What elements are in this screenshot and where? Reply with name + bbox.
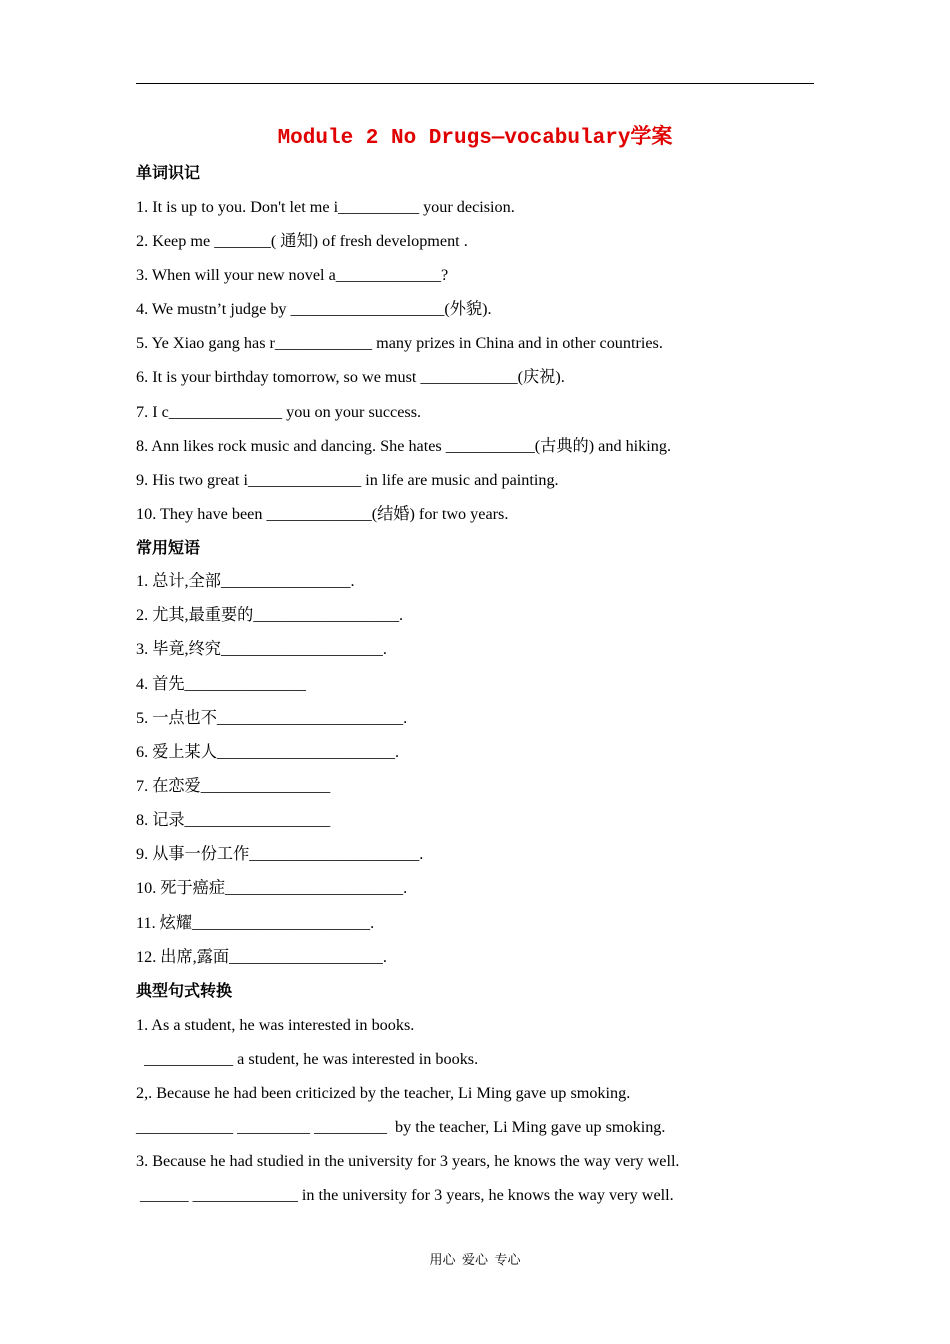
sentence-item: 3. Because he had studied in the university for 3 years, he knows the way very well. xyxy=(136,1152,680,1170)
phrase-item: 4. 首先_______________ xyxy=(136,675,306,693)
sentence-item: ____________ _________ _________ by the teacher, Li Ming gave up smoking. xyxy=(136,1118,666,1136)
sentence-item: ___________ a student, he was interested in books. xyxy=(136,1050,479,1068)
phrase-item: 11. 炫耀______________________. xyxy=(136,914,375,932)
sentence-item: 1. As a student, he was interested in books. xyxy=(136,1016,415,1034)
word-item: 7. I c______________ you on your success. xyxy=(136,403,422,421)
phrase-item: 7. 在恋爱________________ xyxy=(136,777,331,795)
page-footer: 用心 爱心 专心 xyxy=(429,1252,521,1267)
word-item: 8. Ann likes rock music and dancing. She hates ___________(古典的) and hiking. xyxy=(136,437,672,455)
word-item: 3. When will your new novel a_____________? xyxy=(136,266,449,284)
header-rule xyxy=(136,83,814,84)
word-item: 6. It is your birthday tomorrow, so we must ____________(庆祝). xyxy=(136,368,565,386)
phrase-item: 5. 一点也不_______________________. xyxy=(136,709,408,727)
phrase-item: 10. 死于癌症______________________. xyxy=(136,879,408,897)
sentence-item: 2,. Because he had been criticized by the teacher, Li Ming gave up smoking. xyxy=(136,1084,631,1102)
word-item: 10. They have been _____________(结婚) for two years. xyxy=(136,505,509,523)
sentence-item: ______ _____________ in the university for 3 years, he knows the way very well. xyxy=(136,1186,674,1204)
section-heading-phrases: 常用短语 xyxy=(136,538,201,557)
phrase-item: 8. 记录__________________ xyxy=(136,811,331,829)
phrase-item: 12. 出席,露面___________________. xyxy=(136,948,387,966)
phrase-item: 6. 爱上某人______________________. xyxy=(136,743,400,761)
word-item: 2. Keep me _______( 通知) of fresh development . xyxy=(136,232,468,250)
word-item: 4. We mustn’t judge by ___________________(外貌). xyxy=(136,300,492,318)
phrase-item: 2. 尤其,最重要的__________________. xyxy=(136,606,404,624)
word-item: 9. His two great i______________ in life are music and painting. xyxy=(136,471,559,489)
word-item: 5. Ye Xiao gang has r____________ many prizes in China and in other countries. xyxy=(136,334,663,352)
document-title: Module 2 No Drugs—vocabulary学案 xyxy=(277,127,673,150)
word-item: 1. It is up to you. Don't let me i__________ your decision. xyxy=(136,198,515,216)
section-heading-sentences: 典型句式转换 xyxy=(136,981,233,1000)
phrase-item: 1. 总计,全部________________. xyxy=(136,572,355,590)
section-heading-words: 单词识记 xyxy=(136,163,201,182)
phrase-item: 9. 从事一份工作_____________________. xyxy=(136,845,424,863)
phrase-item: 3. 毕竟,终究____________________. xyxy=(136,640,387,658)
